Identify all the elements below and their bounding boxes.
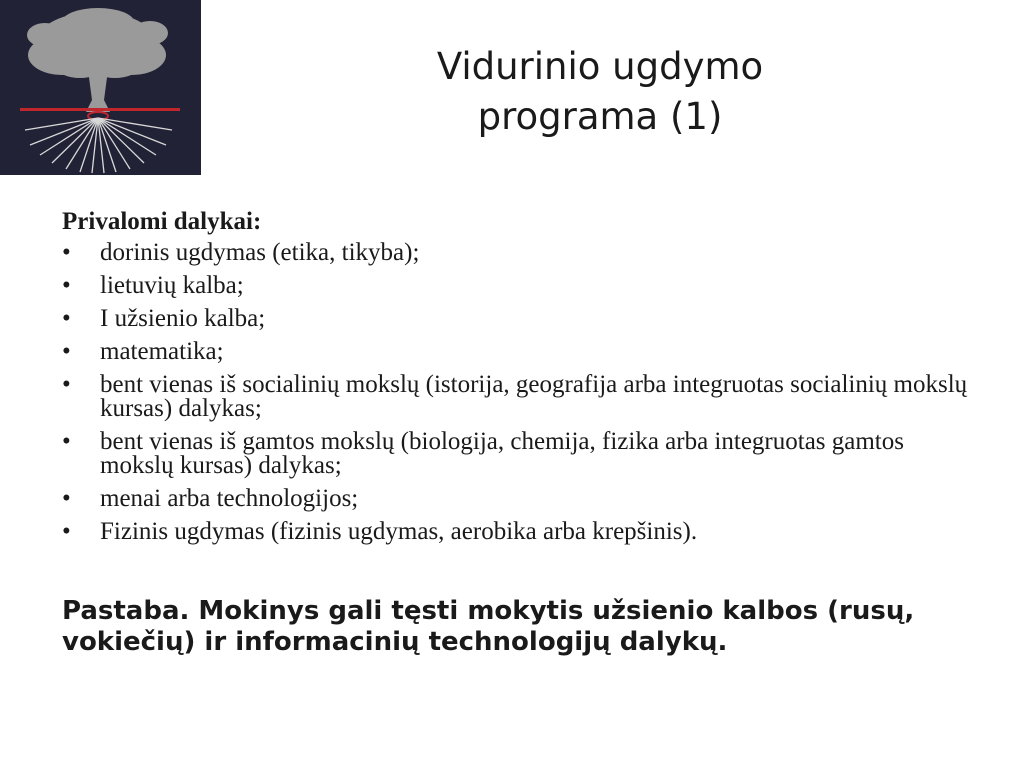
- title-line-1: Vidurinio ugdymo: [436, 45, 764, 88]
- note-text: Pastaba. Mokinys gali tęsti mokytis užsienio kalbos (rusų, vokiečių) ir informacinių technologijų dalykų.: [62, 596, 915, 657]
- subjects-list: [62, 241, 982, 544]
- tree-roots-icon: [0, 0, 201, 175]
- bullet-icon: •: [62, 305, 71, 332]
- list-item-text: matematika;: [100, 338, 224, 365]
- bullet-icon: •: [62, 428, 71, 455]
- logo: [0, 0, 201, 175]
- list-item-text: bent vienas iš gamtos mokslų (biologija, chemija, fizika arba integruotas gamtos mokslų kursas) dalykas;: [100, 428, 904, 479]
- list-item-text: Fizinis ugdymas (fizinis ugdymas, aerobika arba krepšinis).: [100, 518, 698, 545]
- list-item: [62, 241, 982, 265]
- slide-content: [62, 207, 982, 553]
- bullet-icon: •: [62, 272, 71, 299]
- list-item: [62, 307, 982, 331]
- list-item-text: I užsienio kalba;: [100, 305, 266, 332]
- bullet-icon: •: [62, 518, 71, 545]
- list-item: [62, 373, 982, 421]
- list-item: [62, 430, 982, 478]
- list-item: [62, 274, 982, 298]
- bullet-icon: •: [62, 485, 71, 512]
- list-item-text: dorinis ugdymas (etika, tikyba);: [100, 239, 420, 266]
- list-item: [62, 340, 982, 364]
- title-line-2: programa (1): [477, 95, 723, 138]
- list-item-text: bent vienas iš socialinių mokslų (istorija, geografija arba integruotas socialinių mokslų kursas) dalykas;: [100, 371, 968, 422]
- bullet-icon: •: [62, 338, 71, 365]
- bullet-icon: •: [62, 239, 71, 266]
- list-item-text: lietuvių kalba;: [100, 272, 244, 299]
- list-item: [62, 487, 982, 511]
- list-item: [62, 520, 982, 544]
- slide-title: [300, 42, 900, 142]
- bullet-icon: •: [62, 371, 71, 398]
- list-item-text: menai arba technologijos;: [100, 485, 359, 512]
- subjects-heading: Privalomi dalykai:: [62, 208, 262, 235]
